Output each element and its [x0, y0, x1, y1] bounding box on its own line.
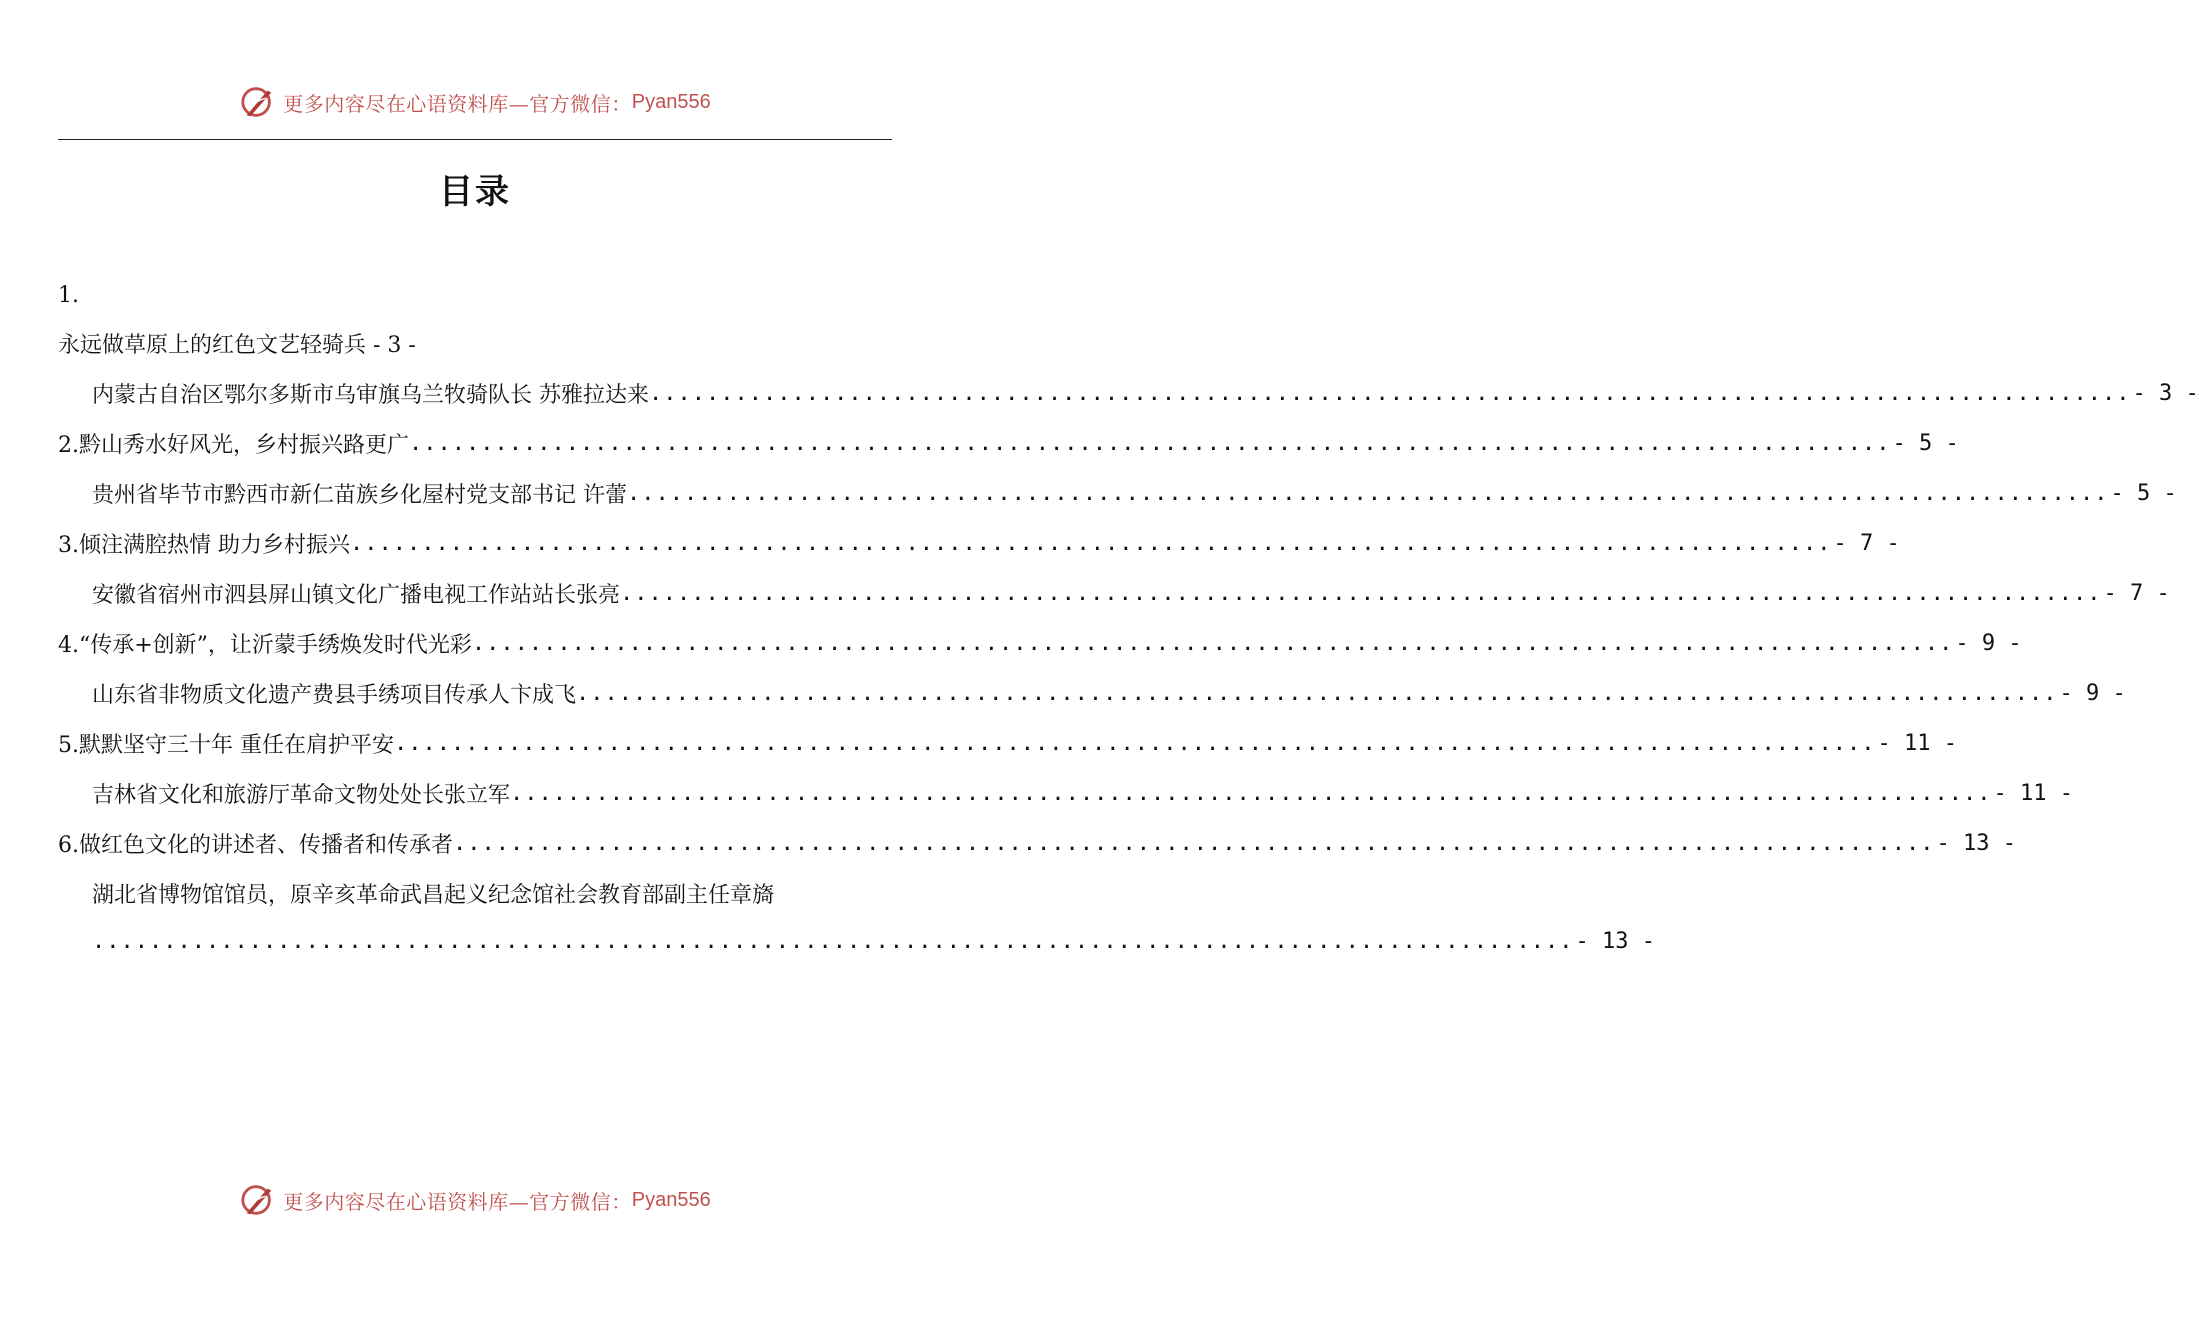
toc-entry[interactable]	[92, 568, 2170, 618]
toc-entry-text: 安徽省宿州市泗县屏山镇文化广播电视工作站站长张亮	[92, 582, 621, 608]
header-rule	[58, 139, 892, 140]
toc-page-number: - 11 -	[1993, 780, 2073, 806]
quill-logo-icon	[239, 1181, 277, 1219]
toc-entry[interactable]	[58, 618, 2022, 668]
toc-entry[interactable]	[92, 468, 2177, 518]
toc-page-number: - 5 -	[2110, 480, 2177, 506]
toc-leader-dots: ........................................................................................................	[92, 928, 1574, 954]
toc-page-number: - 11 -	[1877, 730, 1957, 756]
toc-leader-dots: ........................................................................................................	[649, 380, 2131, 406]
toc-page-number: - 7 -	[2103, 580, 2170, 606]
footer-banner-text: 更多内容尽在心语资料库—官方微信：	[283, 1189, 632, 1214]
toc-entry-text: 吉林省文化和旅游厅革命文物处处长张立军	[92, 782, 511, 808]
toc-entry[interactable]	[58, 718, 1957, 768]
header-banner-text: 更多内容尽在心语资料库—官方微信：	[283, 91, 632, 116]
toc-entry-text: 4.“传承+创新”，让沂蒙手绣焕发时代光彩	[58, 632, 472, 658]
toc-entry-text: 山东省非物质文化遗产费县手绣项目传承人卞成飞	[92, 682, 577, 708]
toc-page-number: - 13 -	[1575, 928, 1655, 954]
footer-banner-id: Pyan556	[631, 1188, 711, 1211]
toc-entry-text: 永远做草原上的红色文艺轻骑兵 - 3 -	[58, 332, 416, 358]
toc-leader-dots: ........................................................................................................	[620, 580, 2102, 606]
toc-entry[interactable]	[58, 418, 1959, 468]
toc-leader-dots: ........................................................................................................	[349, 530, 1832, 556]
quill-logo-icon	[239, 83, 277, 121]
toc-page-number: - 13 -	[1936, 830, 2016, 856]
toc-entry[interactable]	[58, 518, 1900, 568]
footer-banner	[0, 1180, 950, 1220]
toc-leader-dots: ........................................................................................................	[471, 630, 1954, 656]
toc-entry-continuation[interactable]	[92, 916, 1655, 966]
toc-entry-text: 2.黔山秀水好风光，乡村振兴路更广	[58, 432, 409, 458]
toc-leader-dots: ........................................................................................................	[627, 480, 2109, 506]
toc-leader-dots: ........................................................................................................	[576, 680, 2058, 706]
toc-page-number: - 3 -	[2132, 380, 2199, 406]
toc-page-number: - 5 -	[1892, 430, 1959, 456]
toc-page-number: - 7 -	[1833, 530, 1900, 556]
toc-leader-dots: ........................................................................................................	[510, 780, 1992, 806]
toc-entry[interactable]	[92, 768, 2073, 818]
toc-entry[interactable]	[92, 868, 892, 918]
toc-entry[interactable]	[58, 270, 892, 320]
toc-entry[interactable]	[58, 318, 892, 368]
toc-entry-text: 3.倾注满腔热情 助力乡村振兴	[58, 532, 350, 558]
toc-leader-dots: ........................................................................................................	[453, 830, 1935, 856]
toc-entry[interactable]	[92, 368, 2199, 418]
toc-entry-text: 5.默默坚守三十年 重任在肩护平安	[58, 732, 394, 758]
toc-entry-text: 内蒙古自治区鄂尔多斯市乌审旗乌兰牧骑队长 苏雅拉达来	[92, 382, 649, 408]
toc-leader-dots: ........................................................................................................	[409, 430, 1891, 456]
toc-entry[interactable]	[92, 668, 2126, 718]
toc-leader-dots: ........................................................................................................	[394, 730, 1876, 756]
toc-entry-text: 6.做红色文化的讲述者、传播者和传承者	[58, 832, 453, 858]
toc-page-number: - 9 -	[2059, 680, 2126, 706]
toc-page-number: - 9 -	[1955, 630, 2022, 656]
toc-entry-text: 1.	[58, 282, 79, 308]
header-banner-id: Pyan556	[631, 90, 711, 113]
page-title: 目录	[439, 172, 511, 212]
header-banner	[0, 82, 950, 122]
toc-entry[interactable]	[58, 818, 2016, 868]
toc-entry-text: 湖北省博物馆馆员，原辛亥革命武昌起义纪念馆社会教育部副主任章旖	[92, 882, 775, 908]
toc-entry-text: 贵州省毕节市黔西市新仁苗族乡化屋村党支部书记 许蕾	[92, 482, 627, 508]
